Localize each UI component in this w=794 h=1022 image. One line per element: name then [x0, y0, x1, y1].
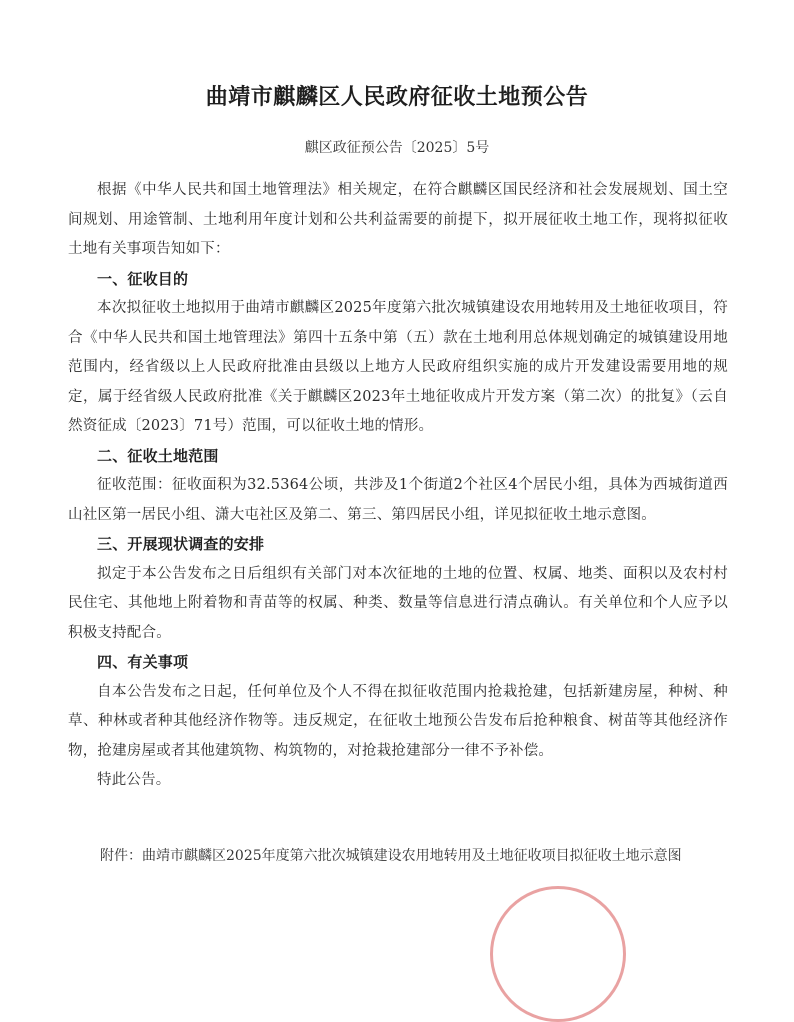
section-heading-scope: 二、征收土地范围: [97, 446, 219, 465]
section-heading-matters: 四、有关事项: [97, 653, 189, 671]
section-heading-purpose: 一、征收目的: [97, 269, 189, 288]
official-seal-icon: [490, 886, 626, 1022]
document-body: [68, 176, 728, 796]
section-text-purpose: 本次拟征收土地拟用于曲靖市麒麟区2025年度第六批次城镇建设农用地转用及土地征收项目，符合《中华人民共和国土地管理法》第四十五条中第（五）款在土地利用总体规划确定的城镇建设用地范围内，经省级以上人民政府批准由县级以上地方人民政府组织实施的成片开发建设需要用地的规定，属于经省级人民政府批准《关于麒麟区2023年土地征收成片开发方案（第二次）的批复》（云自然资征成〔2023〕71号）范围，可以征收土地的情形。: [68, 300, 728, 434]
closing-text: 特此公告。: [97, 772, 171, 788]
document-number: 麒区政征预公告〔2025〕5号: [304, 140, 490, 156]
section-text-matters: 自本公告发布之日起，任何单位及个人不得在拟征收范围内抢栽抢建，包括新建房屋，种树、种草、种林或者种其他经济作物等。违反规定，在征收土地预公告发布后抢种粮食、树苗等其他经济作物，抢建房屋或者其他建筑物、构筑物的，对抢栽抢建部分一律不予补偿。: [68, 683, 728, 759]
section-heading-survey: 三、开展现状调查的安排: [97, 535, 265, 553]
page-title: 曲靖市麒麟区人民政府征收土地预公告: [205, 84, 589, 110]
section-text-survey: 拟定于本公告发布之日后组织有关部门对本次征地的土地的位置、权属、地类、面积以及农村村民住宅、其他地上附着物和青苗等的权属、种类、数量等信息进行清点确认。有关单位和个人应予以积极支持配合。: [68, 565, 728, 641]
attachment-note: 附件：曲靖市麒麟区2025年度第六批次城镇建设农用地转用及土地征收项目拟征收土地示意图: [100, 848, 682, 864]
section-text-scope: 征收范围：征收面积为32.5364公顷，共涉及1个街道2个社区4个居民小组，具体为西城街道西山社区第一居民小组、潇大屯社区及第二、第三、第四居民小组，详见拟征收土地示意图。: [68, 477, 728, 523]
intro-paragraph: 根据《中华人民共和国土地管理法》相关规定，在符合麒麟区国民经济和社会发展规划、国土空间规划、用途管制、土地利用年度计划和公共利益需要的前提下，拟开展征收土地工作，现将拟征收土地有关事项告知如下：: [68, 182, 728, 257]
